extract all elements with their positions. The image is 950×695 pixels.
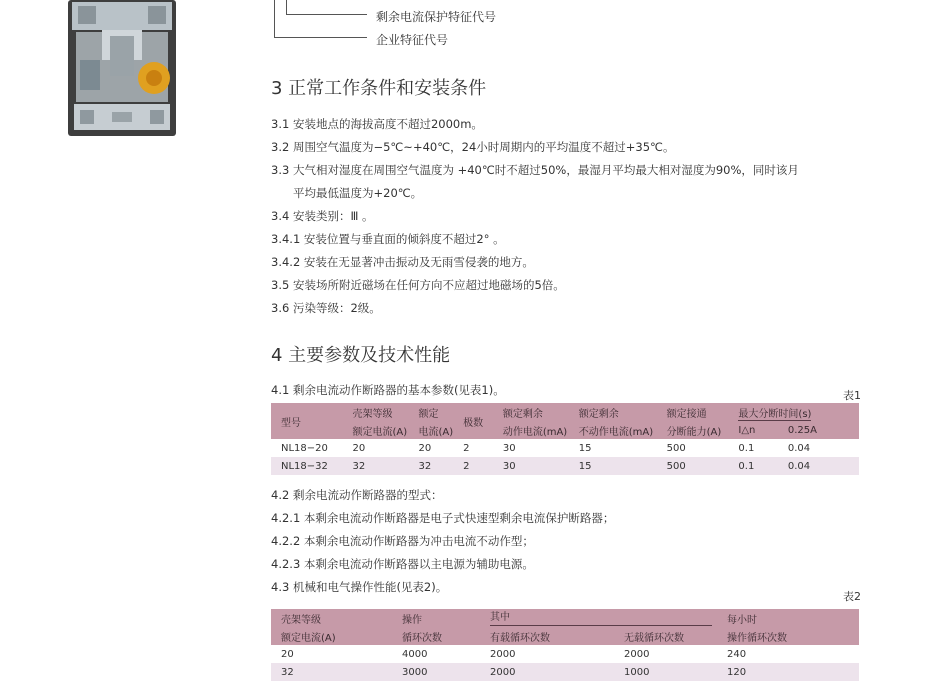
paragraph: 平均最低温度为+20℃。 (293, 186, 423, 200)
header-cell: 0.25A (778, 421, 859, 439)
table-cell: 500 (657, 457, 729, 475)
table-cell: 240 (717, 645, 859, 663)
header-cell: I△n (728, 421, 777, 439)
paragraph: 3.3 大气相对湿度在周围空气温度为 +40℃时不超过50%，最湿月平均最大相对湿度为90%，同时该月 (271, 163, 799, 177)
table-cell: 0.04 (778, 457, 859, 475)
header-cell (728, 403, 859, 421)
table-cell: 2000 (480, 645, 614, 663)
header-cell: 额定电流(A) (343, 421, 409, 439)
header-cell: 额定电流(A) (271, 627, 392, 645)
paragraph: 3.1 安装地点的海拔高度不超过2000m。 (271, 117, 483, 131)
section-heading: 3 正常工作条件和安装条件 (271, 78, 487, 99)
header-cell: 壳架等级 (343, 403, 409, 421)
header-cell: 每小时 (717, 609, 859, 627)
table-cell: 2 (453, 457, 493, 475)
table-cell: 0.1 (728, 457, 777, 475)
operation-table (271, 609, 859, 681)
header-cell: 壳架等级 (271, 609, 392, 627)
model-code-label: 企业特征代号 (376, 33, 449, 47)
paragraph: 3.6 污染等级：2级。 (271, 301, 381, 315)
header-cell: 无载循环次数 (614, 627, 717, 645)
table-cell: 32 (271, 663, 392, 681)
table-cell: 500 (657, 439, 729, 457)
model-code-label: 剩余电流保护特征代号 (376, 10, 497, 24)
table-cell: 32 (408, 457, 453, 475)
table-cell: 32 (343, 457, 409, 475)
header-cell: 额定接通 (657, 403, 729, 421)
header-cell: 额定剩余 (493, 403, 569, 421)
table-cell: 1000 (614, 663, 717, 681)
header-cell: 有载循环次数 (480, 627, 614, 645)
table-cell: 15 (569, 439, 657, 457)
header-cell (480, 609, 717, 627)
paragraph: 3.4 安装类别：Ⅲ 。 (271, 209, 374, 223)
paragraph: 3.5 安装场所附近磁场在任何方向不应超过地磁场的5倍。 (271, 278, 565, 292)
header-cell: 操作 (392, 609, 480, 627)
table-cell: 20 (343, 439, 409, 457)
table-cell: 120 (717, 663, 859, 681)
paragraph: 3.4.2 安装在无显著冲击振动及无雨雪侵袭的地方。 (271, 255, 534, 269)
paragraph: 4.2.1 本剩余电流动作断路器是电子式快速型剩余电流保护断路器； (271, 511, 615, 525)
paragraph: 3.4.1 安装位置与垂直面的倾斜度不超过2° 。 (271, 232, 505, 246)
table-cell: 30 (493, 439, 569, 457)
table-row (271, 439, 859, 457)
paragraph: 4.2.2 本剩余电流动作断路器为冲击电流不动作型； (271, 534, 534, 548)
table-caption: 表1 (843, 389, 861, 402)
table-cell: 2000 (480, 663, 614, 681)
paragraph: 4.2.3 本剩余电流动作断路器以主电源为辅助电源。 (271, 557, 534, 571)
table-cell: 0.04 (778, 439, 859, 457)
header-cell: 型号 (271, 403, 343, 439)
table-cell: 4000 (392, 645, 480, 663)
table-cell: 2 (453, 439, 493, 457)
table-cell: 30 (493, 457, 569, 475)
table-caption: 表2 (843, 590, 861, 603)
header-cell: 极数 (453, 403, 493, 439)
table-cell: 3000 (392, 663, 480, 681)
section-heading: 4 主要参数及技术性能 (271, 345, 451, 366)
header-cell: 循环次数 (392, 627, 480, 645)
table-row (271, 645, 859, 663)
header-cell: 额定 (408, 403, 453, 421)
header-cell: 额定剩余 (569, 403, 657, 421)
table-cell: 20 (408, 439, 453, 457)
table-row (271, 457, 859, 475)
paragraph: 3.2 周围空气温度为−5℃~+40℃，24小时周期内的平均温度不超过+35℃。 (271, 140, 675, 154)
parameters-table (271, 403, 859, 475)
header-label: 最大分断时间(s) (738, 408, 812, 420)
table-cell: 2000 (614, 645, 717, 663)
table-cell: 20 (271, 645, 392, 663)
paragraph: 4.1 剩余电流动作断路器的基本参数(见表1)。 (271, 383, 505, 397)
header-cell: 分断能力(A) (657, 421, 729, 439)
header-label: 其中 (490, 610, 712, 626)
table-cell: NL18−32 (271, 457, 343, 475)
table-cell: 15 (569, 457, 657, 475)
header-cell: 电流(A) (408, 421, 453, 439)
header-cell: 不动作电流(mA) (569, 421, 657, 439)
product-photo (62, 0, 182, 140)
table-cell: NL18−20 (271, 439, 343, 457)
table-cell: 0.1 (728, 439, 777, 457)
header-cell: 动作电流(mA) (493, 421, 569, 439)
paragraph: 4.3 机械和电气操作性能(见表2)。 (271, 580, 448, 594)
paragraph: 4.2 剩余电流动作断路器的型式： (271, 488, 443, 502)
table-row (271, 663, 859, 681)
header-cell: 操作循环次数 (717, 627, 859, 645)
leader-line (274, 0, 367, 38)
